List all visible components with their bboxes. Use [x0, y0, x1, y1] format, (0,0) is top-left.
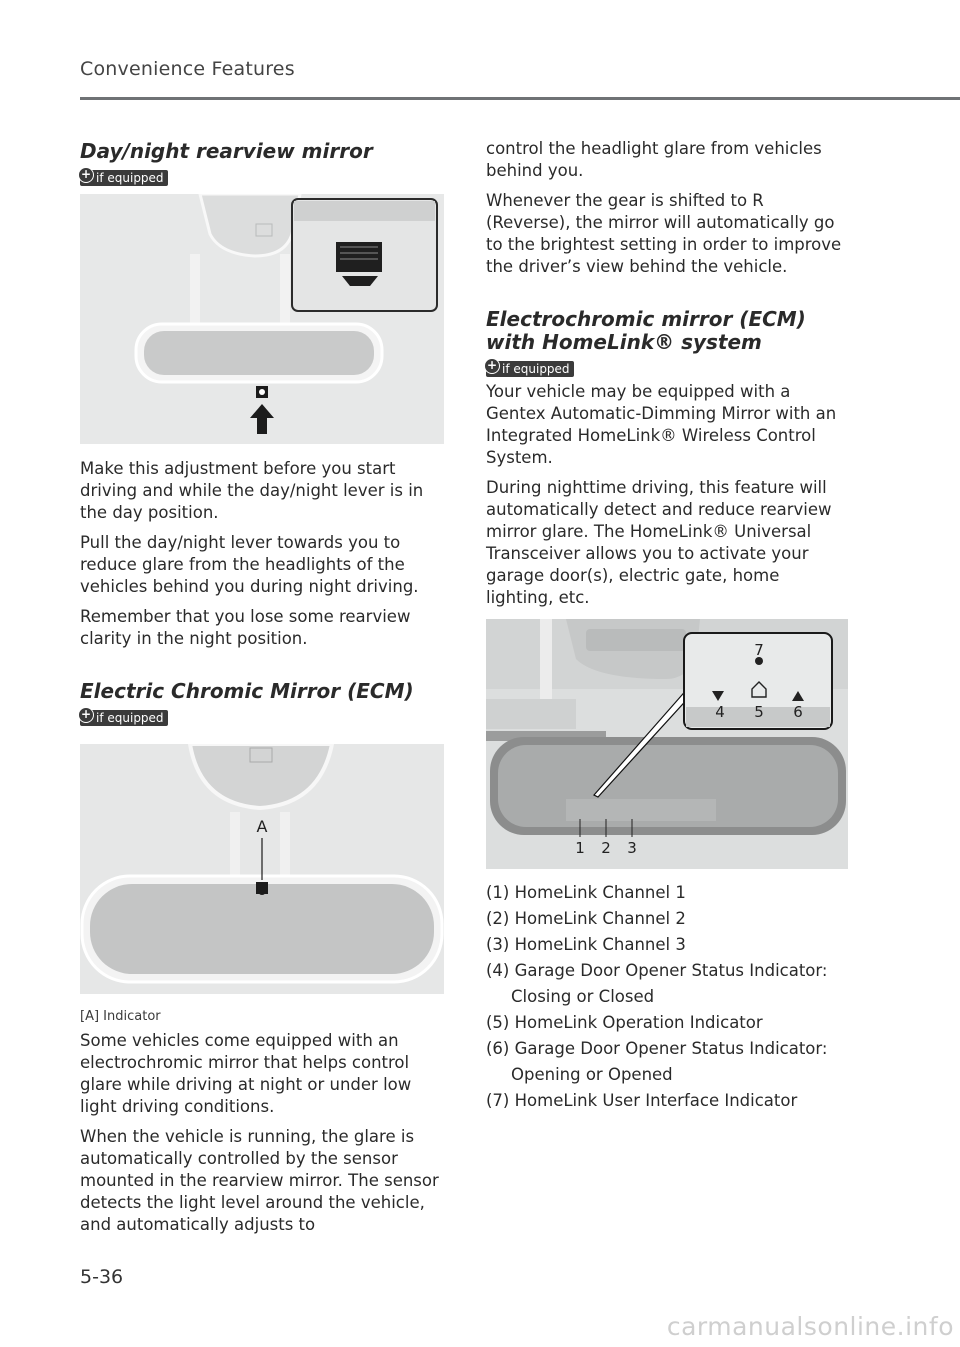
figure-caption: [A] Indicator	[80, 1009, 161, 1024]
section-title-homelink: Electrochromic mirror (ECM) with HomeLink® system	[486, 307, 806, 354]
header-divider	[80, 97, 960, 100]
homelink-legend-list	[486, 881, 850, 1113]
figure-label-5: 5	[754, 703, 764, 721]
legend-item: (1) HomeLink Channel 1	[486, 883, 686, 902]
figure-label-2: 2	[601, 839, 611, 857]
plus-circle-icon: +	[484, 358, 500, 374]
legend-item-continuation: Opening or Opened	[511, 1065, 673, 1084]
page-header-title: Convenience Features	[80, 58, 295, 80]
legend-item-continuation: Closing or Closed	[511, 987, 655, 1006]
section-title-day-night: Day/night rearview mirror	[80, 139, 373, 163]
figure-label-7: 7	[754, 641, 764, 659]
legend-item: (4) Garage Door Opener Status Indicator:	[486, 961, 828, 980]
homelink-mirror-figure	[486, 619, 848, 869]
right-column	[486, 138, 850, 1115]
plus-circle-icon: +	[78, 167, 94, 183]
paragraph: Some vehicles come equipped with an electrochromic mirror that helps control glare while driving at night or under low light driving conditions.	[80, 1031, 412, 1116]
section-title-ecm: Electric Chromic Mirror (ECM)	[80, 679, 414, 703]
paragraph: Make this adjustment before you start driving and while the day/night lever is in the day position.	[80, 459, 424, 522]
figure-label-6: 6	[793, 703, 803, 721]
badge-label: if equipped	[96, 171, 164, 185]
ecm-mirror-figure	[80, 744, 444, 994]
badge-label: if equipped	[502, 362, 570, 376]
legend-item: (7) HomeLink User Interface Indicator	[486, 1091, 798, 1110]
paragraph: Pull the day/night lever towards you to reduce glare from the headlights of the vehicles behind you during night driving.	[80, 533, 419, 596]
if-equipped-badge	[486, 358, 574, 377]
legend-item: (2) HomeLink Channel 2	[486, 909, 686, 928]
day-night-mirror-illustration	[80, 194, 444, 444]
homelink-mirror-illustration	[486, 619, 848, 869]
figure-label-3: 3	[627, 839, 637, 857]
paragraph: Remember that you lose some rearview clarity in the night position.	[80, 607, 411, 648]
watermark: carmanualsonline.info	[666, 1312, 954, 1341]
day-night-mirror-figure	[80, 194, 444, 444]
if-equipped-badge	[80, 167, 168, 186]
legend-item: (5) HomeLink Operation Indicator	[486, 1013, 763, 1032]
paragraph: Whenever the gear is shifted to R (Reverse), the mirror will automatically go to the brightest setting in order to improve the driver’s view behind the vehicle.	[486, 191, 842, 276]
figure-label-a: A	[256, 817, 268, 836]
plus-circle-icon: +	[78, 707, 94, 723]
paragraph: Your vehicle may be equipped with a Gentex Automatic-Dimming Mirror with an Integrated HomeLink® Wireless Control System.	[486, 382, 837, 467]
paragraph: During nighttime driving, this feature will automatically detect and reduce rearview mirror glare. The HomeLink® Universal Transceiver allows you to activate your garage door(s), electric gate, home lighting, etc.	[486, 478, 832, 607]
figure-label-4: 4	[715, 703, 725, 721]
paragraph: control the headlight glare from vehicles behind you.	[486, 139, 822, 180]
if-equipped-badge	[80, 707, 168, 726]
figure-label-1: 1	[575, 839, 585, 857]
legend-item: (3) HomeLink Channel 3	[486, 935, 686, 954]
page-number: 5-36	[80, 1266, 124, 1288]
legend-item: (6) Garage Door Opener Status Indicator:	[486, 1039, 828, 1058]
left-column	[80, 138, 444, 1244]
ecm-mirror-illustration	[80, 744, 444, 994]
paragraph: When the vehicle is running, the glare is automatically controlled by the sensor mounted in the rearview mirror. The sensor detects the light level around the vehicle, and automatically adjusts to	[80, 1127, 439, 1234]
badge-label: if equipped	[96, 711, 164, 725]
